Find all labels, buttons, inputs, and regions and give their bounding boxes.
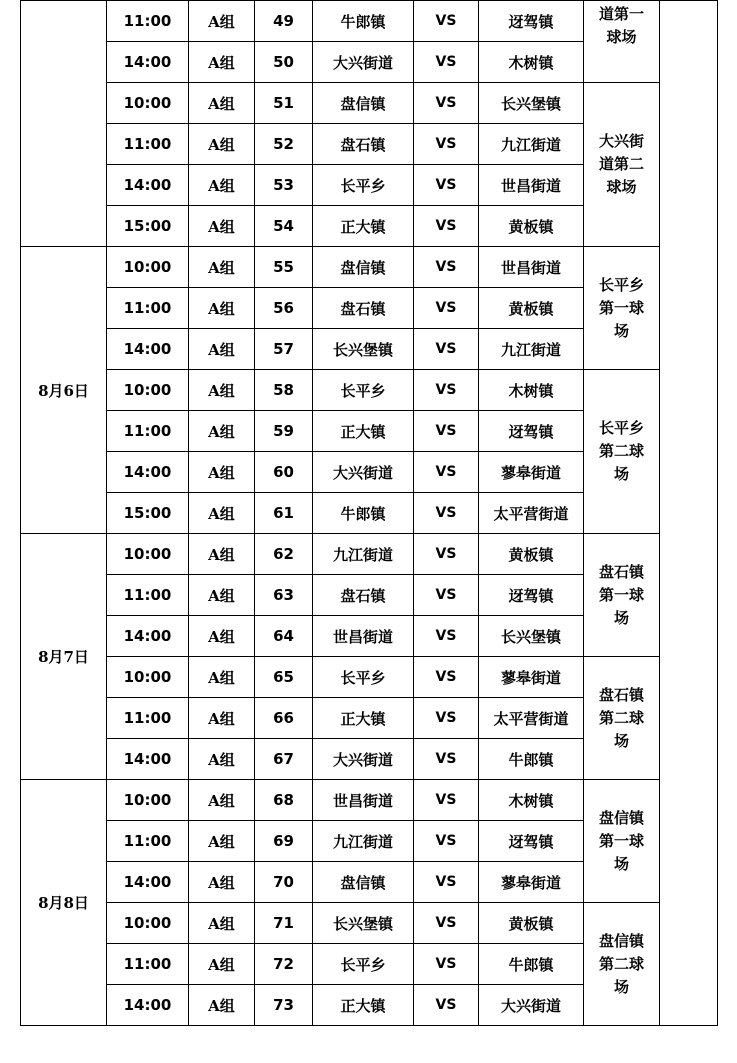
match-time: 14:00 [107,329,189,370]
table-row [21,247,718,288]
home-team: 正大镇 [313,698,414,739]
versus-label: VS [414,452,479,493]
versus-label: VS [414,616,479,657]
match-date [21,1,107,247]
schedule-body [21,1,718,1026]
match-group: A组 [189,657,255,698]
match-group: A组 [189,83,255,124]
away-team: 迓驾镇 [479,821,584,862]
match-number: 51 [255,83,313,124]
versus-label: VS [414,493,479,534]
home-team: 长平乡 [313,657,414,698]
versus-label: VS [414,739,479,780]
match-time: 10:00 [107,83,189,124]
match-group: A组 [189,944,255,985]
away-team: 世昌街道 [479,165,584,206]
match-number: 60 [255,452,313,493]
away-team: 黄板镇 [479,903,584,944]
away-team: 牛郎镇 [479,739,584,780]
match-group: A组 [189,862,255,903]
home-team: 九江街道 [313,821,414,862]
match-group: A组 [189,329,255,370]
versus-label: VS [414,206,479,247]
match-time: 11:00 [107,575,189,616]
away-team: 木树镇 [479,370,584,411]
match-group: A组 [189,780,255,821]
match-group: A组 [189,903,255,944]
match-time: 11:00 [107,698,189,739]
home-team: 世昌街道 [313,616,414,657]
venue-name [584,1,660,83]
home-team: 盘信镇 [313,862,414,903]
home-team: 长平乡 [313,165,414,206]
away-team: 太平营街道 [479,698,584,739]
home-team: 正大镇 [313,411,414,452]
home-team: 长平乡 [313,944,414,985]
blank-column [660,1,718,1026]
away-team: 太平营街道 [479,493,584,534]
table-row [21,1,718,42]
match-group: A组 [189,411,255,452]
versus-label: VS [414,42,479,83]
away-team: 蓼皋街道 [479,657,584,698]
match-time: 11:00 [107,821,189,862]
match-number: 63 [255,575,313,616]
match-time: 10:00 [107,657,189,698]
match-group: A组 [189,534,255,575]
match-number: 73 [255,985,313,1026]
home-team: 大兴街道 [313,42,414,83]
venue-name [584,780,660,903]
match-number: 66 [255,698,313,739]
versus-label: VS [414,657,479,698]
match-number: 70 [255,862,313,903]
match-group: A组 [189,616,255,657]
home-team: 盘信镇 [313,83,414,124]
match-number: 53 [255,165,313,206]
match-time: 10:00 [107,247,189,288]
match-date: 8月8日 [21,780,107,1026]
versus-label: VS [414,575,479,616]
venue-name [584,657,660,780]
venue-label: 盘信镇第二球场 [598,931,644,996]
match-group: A组 [189,575,255,616]
venue-name [584,83,660,247]
away-team: 木树镇 [479,780,584,821]
versus-label: VS [414,329,479,370]
match-group: A组 [189,206,255,247]
venue-label: 盘石镇第一球场 [598,562,644,627]
away-team: 迓驾镇 [479,1,584,42]
table-row [21,657,718,698]
match-group: A组 [189,739,255,780]
away-team: 长兴堡镇 [479,616,584,657]
home-team: 盘石镇 [313,288,414,329]
match-group: A组 [189,821,255,862]
venue-name [584,370,660,534]
match-number: 55 [255,247,313,288]
schedule-table [20,0,718,1026]
versus-label: VS [414,411,479,452]
match-number: 49 [255,1,313,42]
table-row [21,780,718,821]
away-team: 牛郎镇 [479,944,584,985]
away-team: 黄板镇 [479,206,584,247]
versus-label: VS [414,903,479,944]
venue-name [584,534,660,657]
table-row [21,83,718,124]
match-time: 14:00 [107,985,189,1026]
venue-name [584,903,660,1026]
away-team: 蓼皋街道 [479,862,584,903]
match-time: 14:00 [107,739,189,780]
home-team: 盘石镇 [313,575,414,616]
match-group: A组 [189,124,255,165]
match-number: 72 [255,944,313,985]
match-time: 11:00 [107,411,189,452]
away-team: 迓驾镇 [479,575,584,616]
away-team: 木树镇 [479,42,584,83]
match-time: 14:00 [107,42,189,83]
match-time: 10:00 [107,903,189,944]
away-team: 迓驾镇 [479,411,584,452]
venue-label: 盘信镇第一球场 [598,808,644,873]
match-number: 71 [255,903,313,944]
match-time: 14:00 [107,616,189,657]
match-group: A组 [189,288,255,329]
away-team: 长兴堡镇 [479,83,584,124]
home-team: 大兴街道 [313,452,414,493]
match-number: 52 [255,124,313,165]
versus-label: VS [414,370,479,411]
match-group: A组 [189,985,255,1026]
match-number: 65 [255,657,313,698]
match-group: A组 [189,1,255,42]
home-team: 牛郎镇 [313,493,414,534]
match-group: A组 [189,42,255,83]
match-time: 11:00 [107,944,189,985]
versus-label: VS [414,165,479,206]
home-team: 牛郎镇 [313,1,414,42]
match-time: 11:00 [107,1,189,42]
away-team: 蓼皋街道 [479,452,584,493]
versus-label: VS [414,247,479,288]
match-time: 10:00 [107,780,189,821]
versus-label: VS [414,1,479,42]
venue-label: 长平乡第一球场 [598,275,644,340]
home-team: 盘信镇 [313,247,414,288]
match-group: A组 [189,698,255,739]
match-time: 14:00 [107,165,189,206]
versus-label: VS [414,288,479,329]
away-team: 世昌街道 [479,247,584,288]
match-number: 54 [255,206,313,247]
match-number: 69 [255,821,313,862]
venue-label: 道第一球场 [598,5,644,46]
match-time: 15:00 [107,206,189,247]
venue-label: 长平乡第二球场 [598,419,644,483]
home-team: 长兴堡镇 [313,903,414,944]
match-group: A组 [189,247,255,288]
table-row [21,903,718,944]
versus-label: VS [414,534,479,575]
home-team: 长兴堡镇 [313,329,414,370]
match-number: 61 [255,493,313,534]
match-time: 14:00 [107,862,189,903]
match-time: 15:00 [107,493,189,534]
versus-label: VS [414,124,479,165]
match-group: A组 [189,165,255,206]
match-group: A组 [189,370,255,411]
match-date: 8月7日 [21,534,107,780]
venue-label: 大兴街道第二球场 [598,132,644,196]
versus-label: VS [414,83,479,124]
versus-label: VS [414,944,479,985]
match-number: 68 [255,780,313,821]
venue-label: 盘石镇第二球场 [598,685,644,750]
match-date: 8月6日 [21,247,107,534]
home-team: 九江街道 [313,534,414,575]
away-team: 大兴街道 [479,985,584,1026]
home-team: 正大镇 [313,985,414,1026]
versus-label: VS [414,780,479,821]
away-team: 黄板镇 [479,288,584,329]
match-group: A组 [189,493,255,534]
away-team: 九江街道 [479,124,584,165]
home-team: 盘石镇 [313,124,414,165]
match-number: 59 [255,411,313,452]
home-team: 世昌街道 [313,780,414,821]
away-team: 黄板镇 [479,534,584,575]
match-number: 56 [255,288,313,329]
versus-label: VS [414,862,479,903]
table-row [21,534,718,575]
match-number: 62 [255,534,313,575]
match-group: A组 [189,452,255,493]
away-team: 九江街道 [479,329,584,370]
match-number: 67 [255,739,313,780]
match-number: 58 [255,370,313,411]
match-number: 64 [255,616,313,657]
match-number: 50 [255,42,313,83]
table-row [21,370,718,411]
home-team: 大兴街道 [313,739,414,780]
match-time: 10:00 [107,370,189,411]
versus-label: VS [414,985,479,1026]
match-time: 11:00 [107,288,189,329]
versus-label: VS [414,698,479,739]
match-time: 11:00 [107,124,189,165]
match-time: 10:00 [107,534,189,575]
venue-name [584,247,660,370]
home-team: 长平乡 [313,370,414,411]
home-team: 正大镇 [313,206,414,247]
match-time: 14:00 [107,452,189,493]
versus-label: VS [414,821,479,862]
match-number: 57 [255,329,313,370]
